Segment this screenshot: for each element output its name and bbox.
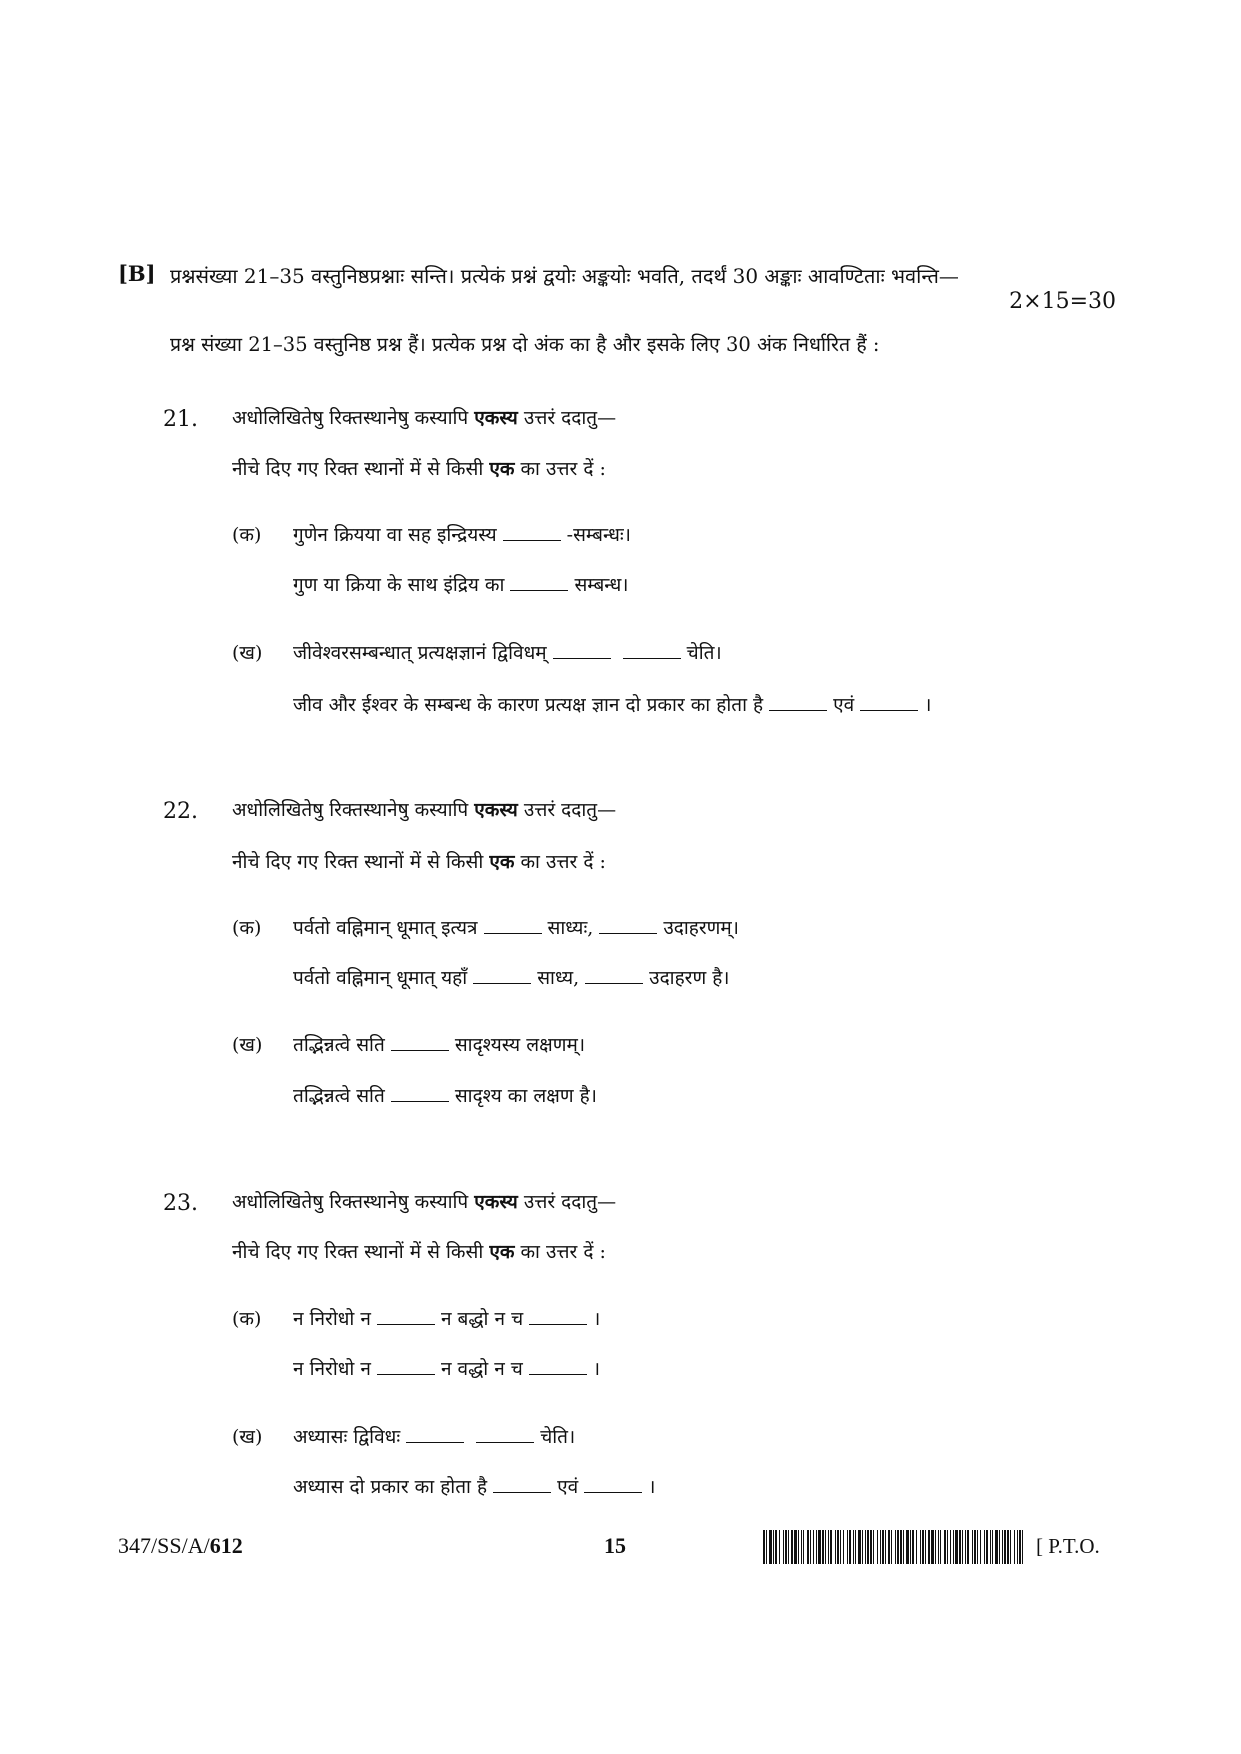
answer-blank [529, 1323, 587, 1325]
option-label: (क) [232, 524, 262, 546]
answer-blank [599, 932, 657, 934]
pto-note: [ P.T.O. [1036, 1534, 1100, 1558]
answer-blank [406, 1441, 464, 1443]
question-number: 23. [163, 1191, 198, 1216]
option-hindi: तद्भिन्नत्वे सति सादृश्य का लक्षण है। [293, 1085, 597, 1107]
answer-blank [503, 539, 561, 541]
option-label: (ख) [232, 642, 263, 664]
answer-blank [584, 1491, 642, 1493]
option-hindi: पर्वतो वह्निमान् धूमात् यहाँ साध्य, उदाहरण है। [293, 967, 730, 989]
question-prompt-hindi: नीचे दिए गए रिक्त स्थानों में से किसी एक का उत्तर दें : [232, 458, 606, 480]
option-sanskrit: पर्वतो वह्निमान् धूमात् इत्यत्र साध्यः, उदाहरणम्। [293, 917, 739, 939]
page-number: 15 [604, 1533, 626, 1558]
question-prompt-hindi: नीचे दिए गए रिक्त स्थानों में से किसी एक का उत्तर दें : [232, 1241, 606, 1263]
section-marks: 2×15=30 [1009, 289, 1116, 314]
answer-blank [769, 709, 827, 711]
answer-blank [473, 982, 531, 984]
barcode [763, 1530, 1025, 1564]
answer-blank [623, 657, 681, 659]
answer-blank [493, 1491, 551, 1493]
answer-blank [860, 709, 918, 711]
question-prompt-hindi: नीचे दिए गए रिक्त स्थानों में से किसी एक का उत्तर दें : [232, 851, 606, 873]
question-prompt-sanskrit: अधोलिखितेषु रिक्तस्थानेषु कस्यापि एकस्य उत्तरं ददातु— [232, 799, 617, 821]
option-hindi: न निरोधो न न वद्धो न च । [293, 1358, 601, 1380]
paper-code: 347/SS/A/612 [118, 1533, 243, 1558]
option-label: (क) [232, 1308, 262, 1330]
answer-blank [510, 589, 568, 591]
answer-blank [529, 1373, 587, 1375]
section-instructions-sanskrit: प्रश्नसंख्या 21–35 वस्तुनिष्ठप्रश्नाः सन्ति। प्रत्येकं प्रश्नं द्वयोः अङ्कयोः भवति, तदर्थं 30 अङ्काः आवण्टिताः भवन्ति— [170, 264, 959, 288]
option-label: (क) [232, 917, 262, 939]
question-prompt-sanskrit: अधोलिखितेषु रिक्तस्थानेषु कस्यापि एकस्य उत्तरं ददातु— [232, 407, 617, 429]
answer-blank [377, 1323, 435, 1325]
question-prompt-sanskrit: अधोलिखितेषु रिक्तस्थानेषु कस्यापि एकस्य उत्तरं ददातु— [232, 1191, 617, 1213]
option-hindi: जीव और ईश्वर के सम्बन्ध के कारण प्रत्यक्ष ज्ञान दो प्रकार का होता है एवं । [293, 694, 932, 716]
section-instructions-hindi: प्रश्न संख्या 21–35 वस्तुनिष्ठ प्रश्न हैं। प्रत्येक प्रश्न दो अंक का है और इसके लिए 30 अंक निर्धारित हैं : [170, 333, 880, 356]
option-sanskrit: न निरोधो न न बद्धो न च । [293, 1308, 601, 1330]
answer-blank [377, 1373, 435, 1375]
option-sanskrit: अध्यासः द्विविधः चेति। [293, 1426, 576, 1448]
option-label: (ख) [232, 1034, 263, 1056]
option-sanskrit: गुणेन क्रियया वा सह इन्द्रियस्य -सम्बन्धः। [293, 524, 631, 546]
option-label: (ख) [232, 1426, 263, 1448]
answer-blank [585, 982, 643, 984]
option-sanskrit: तद्भिन्नत्वे सति सादृश्यस्य लक्षणम्। [293, 1034, 586, 1056]
question-number: 21. [163, 407, 198, 432]
answer-blank [391, 1100, 449, 1102]
answer-blank [476, 1441, 534, 1443]
option-hindi: अध्यास दो प्रकार का होता है एवं । [293, 1476, 656, 1498]
answer-blank [553, 657, 611, 659]
answer-blank [484, 932, 542, 934]
question-number: 22. [163, 799, 198, 824]
option-sanskrit: जीवेश्वरसम्बन्धात् प्रत्यक्षज्ञानं द्विविधम् चेति। [293, 642, 722, 664]
answer-blank [391, 1049, 449, 1051]
option-hindi: गुण या क्रिया के साथ इंद्रिय का सम्बन्ध। [293, 574, 629, 596]
section-label: [B] [118, 261, 156, 286]
